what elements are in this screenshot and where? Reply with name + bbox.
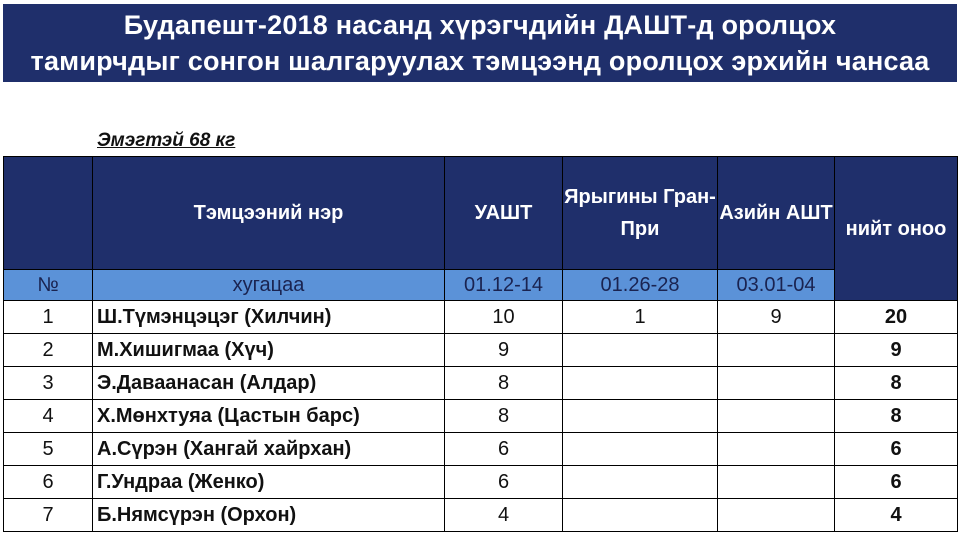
total-points-cell: 8 <box>835 400 958 433</box>
ranking-table <box>3 156 958 532</box>
athlete-name-cell: Х.Мөнхтуяа (Цастын барс) <box>93 400 445 433</box>
header-total-points: нийт оноо <box>835 157 958 301</box>
grand-prix-points-cell <box>563 433 718 466</box>
number-column-label: № <box>4 270 93 301</box>
total-points-cell: 6 <box>835 466 958 499</box>
asian-championship-points-cell <box>718 400 835 433</box>
asian-championship-points-cell <box>718 499 835 532</box>
rank-cell: 4 <box>4 400 93 433</box>
total-points-cell: 9 <box>835 334 958 367</box>
grand-prix-points-cell <box>563 499 718 532</box>
total-points-cell: 20 <box>835 301 958 334</box>
header-asian-championship: Азийн АШТ <box>718 157 835 270</box>
table-header-row <box>4 157 958 270</box>
header-blank-cell <box>4 157 93 270</box>
athlete-name-cell: А.Сүрэн (Хангай хайрхан) <box>93 433 445 466</box>
uasht-date: 01.12-14 <box>445 270 563 301</box>
uasht-points-cell: 4 <box>445 499 563 532</box>
total-points-cell: 6 <box>835 433 958 466</box>
total-points-cell: 8 <box>835 367 958 400</box>
table-row <box>4 367 958 400</box>
header-competition-name: Тэмцээний нэр <box>93 157 445 270</box>
athlete-name-cell: М.Хишигмаа (Хүч) <box>93 334 445 367</box>
athlete-name-cell: Г.Ундраа (Женко) <box>93 466 445 499</box>
grand-prix-points-cell <box>563 466 718 499</box>
grand-prix-points-cell <box>563 400 718 433</box>
weight-category-label: Эмэгтэй 68 кг <box>97 130 236 151</box>
rank-cell: 5 <box>4 433 93 466</box>
title-banner <box>3 4 957 82</box>
athlete-name-cell: Э.Даваанасан (Алдар) <box>93 367 445 400</box>
table-row <box>4 400 958 433</box>
rank-cell: 7 <box>4 499 93 532</box>
header-grand-prix: Ярыгины Гран-При <box>563 157 718 270</box>
table-row <box>4 433 958 466</box>
uasht-points-cell: 8 <box>445 400 563 433</box>
asian-championship-points-cell <box>718 367 835 400</box>
table-row <box>4 301 958 334</box>
table-dates-row <box>4 270 958 301</box>
uasht-points-cell: 6 <box>445 466 563 499</box>
asian-championship-date: 03.01-04 <box>718 270 835 301</box>
uasht-points-cell: 8 <box>445 367 563 400</box>
grand-prix-points-cell: 1 <box>563 301 718 334</box>
athlete-name-cell: Ш.Түмэнцэцэг (Хилчин) <box>93 301 445 334</box>
uasht-points-cell: 10 <box>445 301 563 334</box>
asian-championship-points-cell <box>718 466 835 499</box>
grand-prix-points-cell <box>563 367 718 400</box>
table-row <box>4 499 958 532</box>
asian-championship-points-cell <box>718 433 835 466</box>
table-row <box>4 466 958 499</box>
rank-cell: 1 <box>4 301 93 334</box>
rank-cell: 2 <box>4 334 93 367</box>
athlete-name-cell: Б.Нямсүрэн (Орхон) <box>93 499 445 532</box>
title-line-1: Будапешт-2018 насанд хүрэгчдийн ДАШТ-д оролцох <box>123 10 837 40</box>
asian-championship-points-cell <box>718 334 835 367</box>
title-line-2: тамирчдыг сонгон шалгаруулах тэмцээнд оролцох эрхийн чансаа <box>30 46 930 76</box>
total-points-cell: 4 <box>835 499 958 532</box>
dates-label: хугацаа <box>93 270 445 301</box>
rank-cell: 6 <box>4 466 93 499</box>
grand-prix-points-cell <box>563 334 718 367</box>
uasht-points-cell: 9 <box>445 334 563 367</box>
uasht-points-cell: 6 <box>445 433 563 466</box>
grand-prix-date: 01.26-28 <box>563 270 718 301</box>
header-uasht: УАШТ <box>445 157 563 270</box>
table-row <box>4 334 958 367</box>
asian-championship-points-cell: 9 <box>718 301 835 334</box>
rank-cell: 3 <box>4 367 93 400</box>
